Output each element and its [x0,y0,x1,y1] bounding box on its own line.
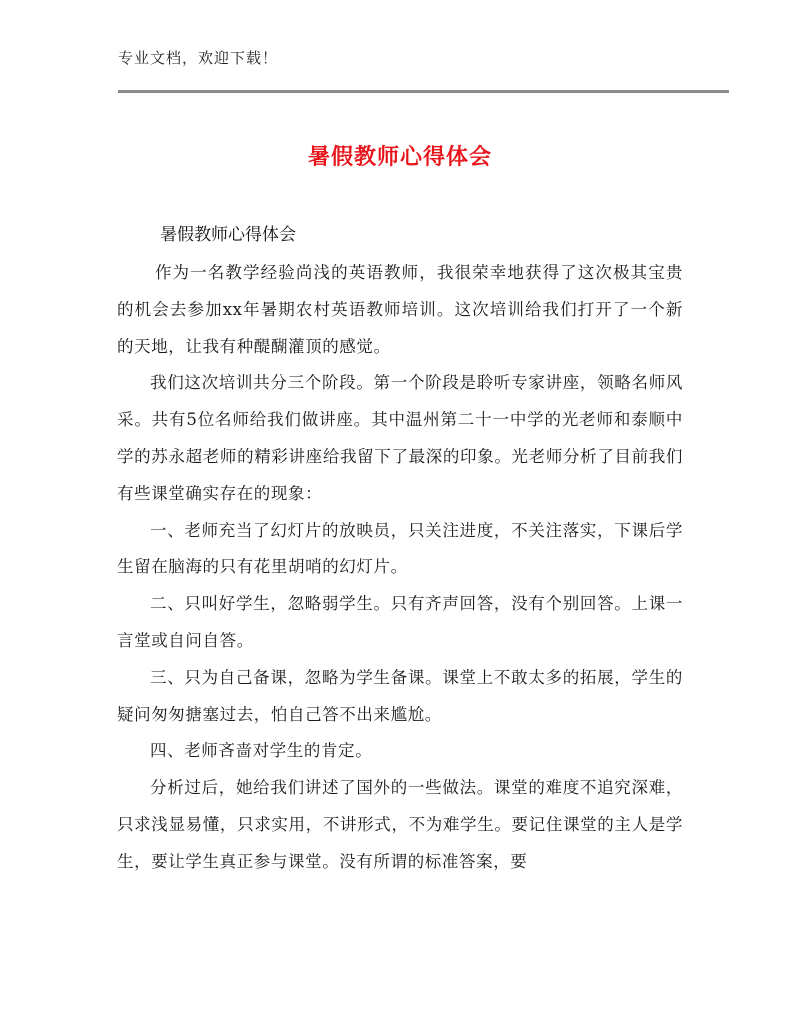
paragraph: 四、老师吝啬对学生的肯定。 [150,741,373,761]
document-title: 暑假教师心得体会 [307,145,492,170]
paragraph: 分析过后，她给我们讲述了国外的一些做法。课堂的难度不追究深难，只求浅显易懂，只求实用，不讲形式，不为难学生。要记住课堂的主人是学生，要让学生真正参与课堂。没有所谓的标准答案，要 [117,778,683,871]
paragraph: 我们这次培训共分三个阶段。第一个阶段是聆听专家讲座，领略名师风采。共有5位名师给我们做讲座。其中温州第二十一中学的光老师和泰顺中学的苏永超老师的精彩讲座给我留下了最深的印象。光老师分析了目前我们有些课堂确实存在的现象： [117,373,683,503]
header-note: 专业文档，欢迎下载！ [118,49,279,67]
paragraph: 作为一名教学经验尚浅的英语教师，我很荣幸地获得了这次极其宝贵的机会去参加xx年暑期农村英语教师培训。这次培训给我们打开了一个新的天地，让我有种醍醐灌顶的感觉。 [117,263,683,356]
paragraph: 一、老师充当了幻灯片的放映员，只关注进度，不关注落实，下课后学生留在脑海的只有花里胡哨的幻灯片。 [117,520,683,577]
document-subtitle: 暑假教师心得体会 [160,225,296,245]
paragraph: 三、只为自己备课，忽略为学生备课。课堂上不敢太多的拓展，学生的疑问匆匆搪塞过去，怕自己答不出来尴尬。 [117,667,683,724]
header-divider [118,90,729,93]
paragraph: 二、只叫好学生，忽略弱学生。只有齐声回答，没有个别回答。上课一言堂或自问自答。 [117,594,683,650]
document-body [117,255,683,881]
